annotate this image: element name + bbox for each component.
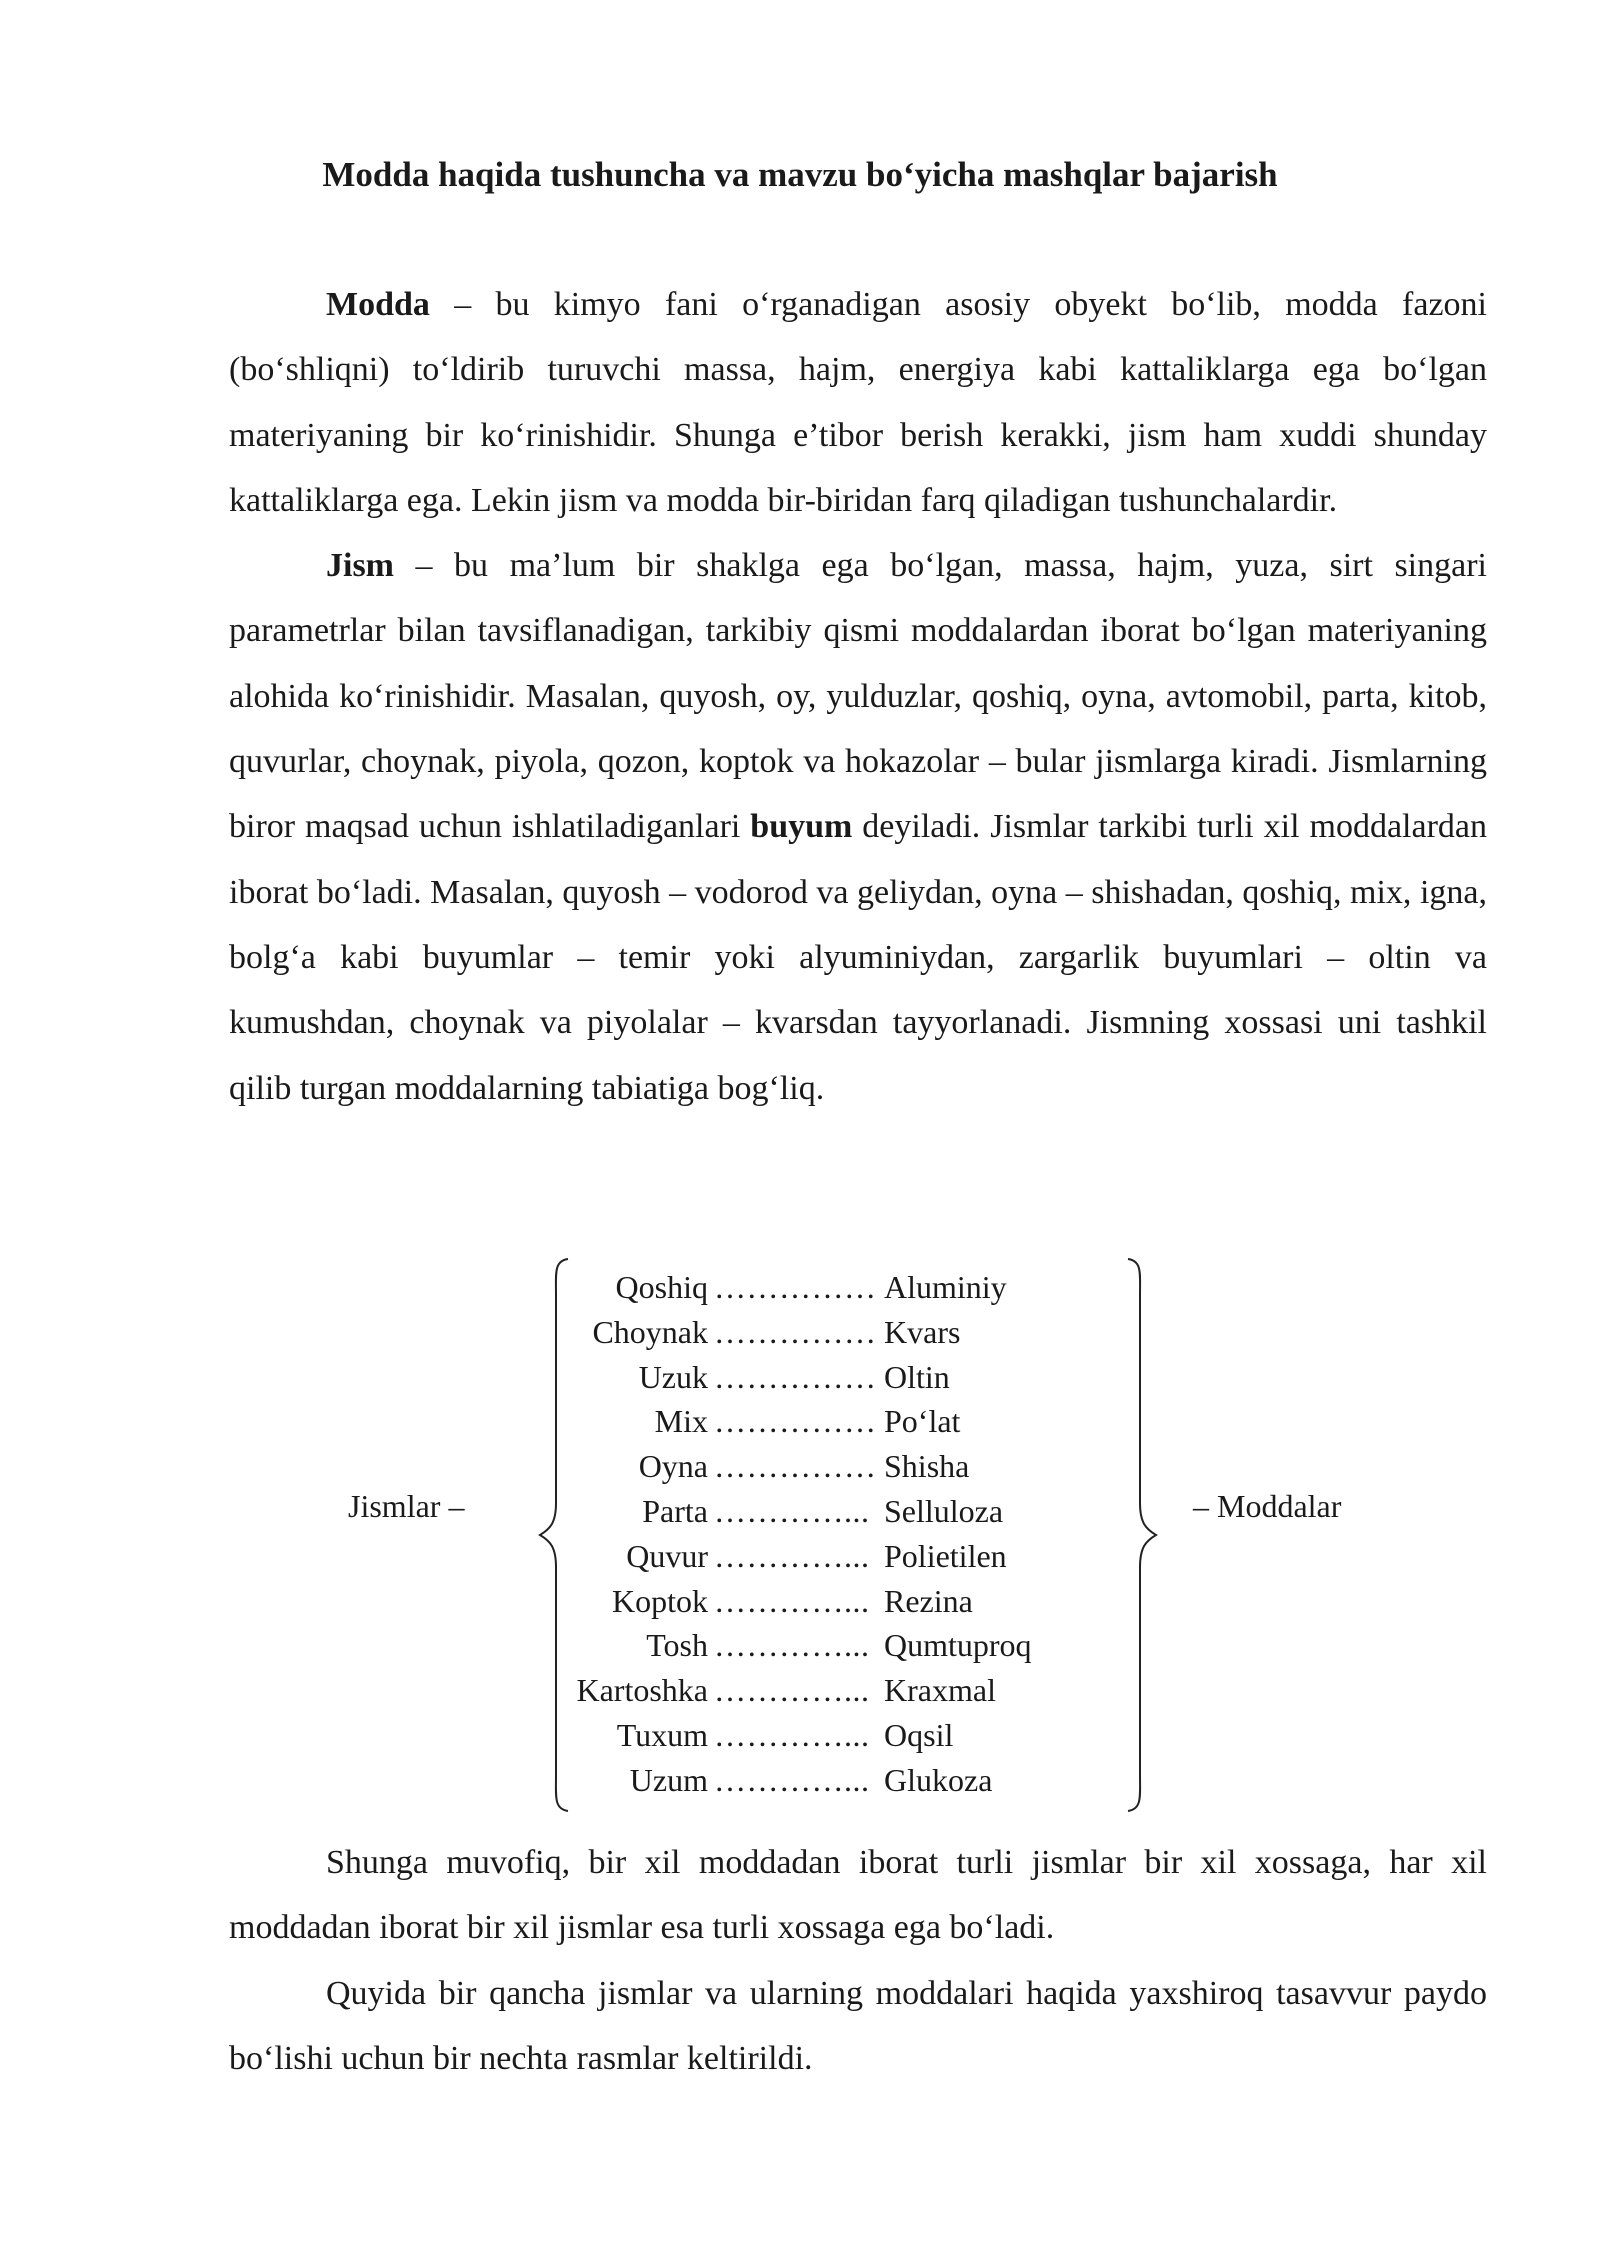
pair-row — [548, 1758, 1098, 1803]
substance-name: Po‘lat — [884, 1403, 961, 1440]
pair-row — [548, 1355, 1098, 1400]
dot-leader: …………... — [714, 1627, 870, 1664]
substance-name: Polietilen — [884, 1537, 1007, 1574]
dot-leader: …………… — [714, 1313, 877, 1350]
dot-leader: …………… — [714, 1269, 877, 1305]
pair-row — [548, 1444, 1098, 1489]
conclusion-text-block — [229, 1830, 1487, 2091]
dot-leader: …………… — [714, 1403, 877, 1440]
dot-leader: …………... — [714, 1493, 870, 1529]
paragraph-modda-text: – bu kimyo fani o‘rganadigan asosiy obyekt bo‘lib, modda fazoni (bo‘shliqni) to‘ldirib turuvchi massa, hajm, energiya kabi kattaliklarga ega bo‘lgan materiyaning bir ko‘rinishidir. Shunga e’tibor berish kerakki, jism ham xuddi shunday kattaliklarga ega. Lekin jism va modda bir-biridan farq qiladigan tushunchalardir. — [229, 286, 1487, 519]
paragraph-conclusion-2: Quyida bir qancha jismlar va ularning moddalari haqida yaxshiroq tasavvur paydo bo‘lishi uchun bir nechta rasmlar keltirildi. — [229, 1974, 1487, 2077]
pair-row — [548, 1579, 1098, 1624]
substance-name: Shisha — [884, 1448, 970, 1485]
substance-name: Kraxmal — [884, 1672, 996, 1709]
paragraph-modda — [229, 272, 1487, 533]
term-buyum: buyum — [750, 808, 853, 846]
pair-row — [548, 1489, 1098, 1534]
substance-name: Aluminiy — [884, 1269, 1007, 1305]
pair-row — [548, 1310, 1098, 1355]
dot-leader: …………... — [714, 1717, 870, 1753]
substance-name: Kvars — [884, 1313, 961, 1350]
paragraph-jism — [229, 533, 1487, 1121]
dot-leader: …………... — [714, 1582, 870, 1619]
substance-name: Oltin — [884, 1358, 950, 1395]
paragraph-jism-text-b: deyiladi. Jismlar tarkibi turli xil moddalardan iborat bo‘ladi. Masalan, quyosh – vodorod va geliydan, oyna – shishadan, qoshiq, mix, igna, bolg‘a kabi buyumlar – temir yoki alyuminiydan, zargarlik buyumlari – oltin va kumushdan, choynak va piyolalar – kvarsdan tayyorlanadi. Jismning xossasi uni tashkil qilib turgan moddalarning tabiatiga bog‘liq. — [229, 808, 1487, 1107]
term-modda: Modda — [326, 286, 430, 323]
substance-name: Selluloza — [884, 1493, 1004, 1529]
right-brace-icon — [1120, 1255, 1160, 1815]
body-name: Uzuk — [638, 1358, 708, 1395]
page-title: Modda haqida tushuncha va mavzu bo‘yicha mashqlar bajarish — [322, 155, 1278, 194]
substance-name: Qumtuproq — [884, 1627, 1032, 1664]
body-name: Qoshiq — [615, 1269, 708, 1305]
substance-name: Oqsil — [884, 1717, 954, 1753]
dot-leader: …………... — [714, 1761, 870, 1798]
dot-leader: …………... — [714, 1672, 870, 1709]
paragraph-conclusion-1: Shunga muvofiq, bir xil moddadan iborat turli jismlar bir xil xossaga, har xil moddadan iborat bir xil jismlar esa turli xossaga ega bo‘ladi. — [229, 1844, 1487, 1947]
body-name: Tuxum — [616, 1717, 708, 1753]
body-name: Oyna — [638, 1448, 708, 1485]
pair-row — [548, 1713, 1098, 1758]
dot-leader: …………… — [714, 1358, 877, 1395]
body-name: Mix — [654, 1403, 708, 1440]
body-name: Parta — [642, 1493, 708, 1529]
dot-leader: …………… — [714, 1448, 877, 1485]
substance-name: Rezina — [884, 1582, 973, 1619]
paragraph-jism-text-a: – bu ma’lum bir shaklga ega bo‘lgan, massa, hajm, yuza, sirt singari parametrlar bilan tavsiflanadigan, tarkibiy qismi moddalardan iborat bo‘lgan materiyaning alohida ko‘rinishidir. Masalan, quyosh, oy, yulduzlar, qoshiq, oyna, avtomobil, parta, kitob, quvurlar, choynak, piyola, qozon, koptok va hokazolar – bular jismlarga kiradi. Jismlarning biror maqsad uchun ishlatiladiganlari — [229, 547, 1487, 846]
bodies-substances-diagram — [0, 1255, 1600, 1815]
pair-row — [548, 1623, 1098, 1668]
pair-row — [548, 1668, 1098, 1713]
substances-label: – Moddalar — [1193, 1488, 1342, 1524]
body-name: Uzum — [629, 1761, 708, 1798]
intro-text-block — [229, 272, 1487, 1121]
substance-name: Glukoza — [884, 1761, 993, 1798]
term-jism: Jism — [326, 547, 394, 585]
pair-row — [548, 1265, 1098, 1310]
body-name: Tosh — [646, 1627, 708, 1664]
bodies-label: Jismlar – — [348, 1488, 465, 1524]
pair-row — [548, 1534, 1098, 1579]
dot-leader: …………... — [714, 1537, 870, 1574]
body-name: Choynak — [592, 1313, 708, 1350]
pair-row — [548, 1399, 1098, 1444]
body-name: Kartoshka — [576, 1672, 708, 1709]
body-name: Koptok — [612, 1582, 708, 1619]
body-name: Quvur — [626, 1537, 708, 1574]
